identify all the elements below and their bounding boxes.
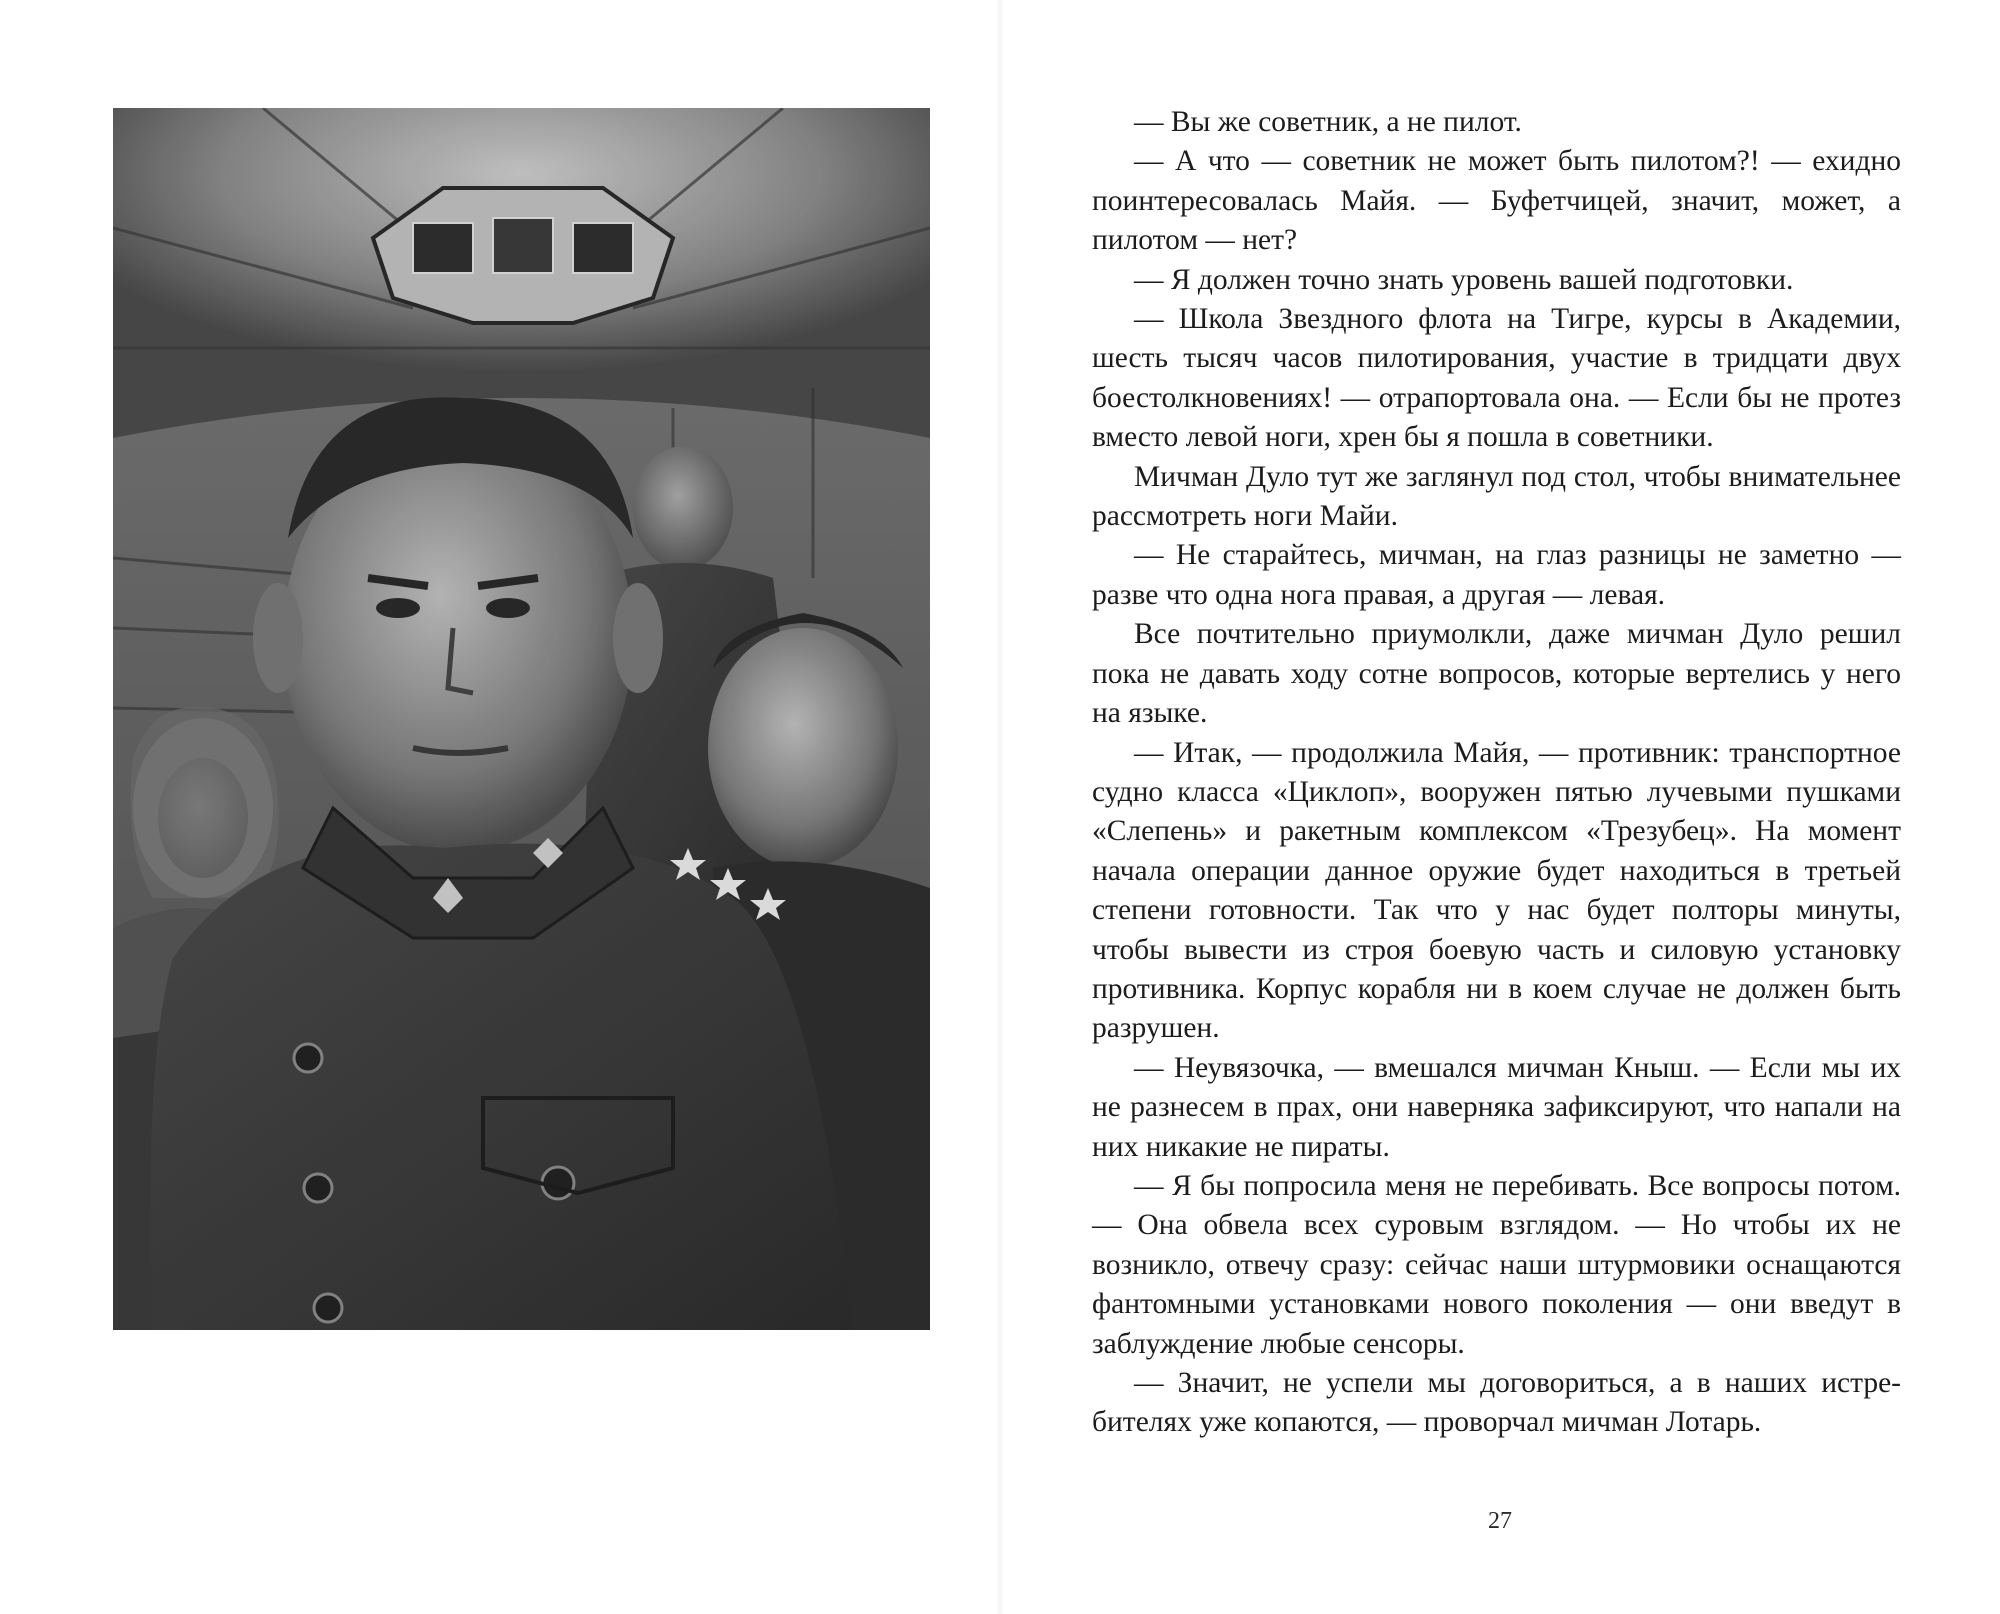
- illustration: [113, 108, 930, 1330]
- paragraph: — Неувязочка, — вмешался мичман Кныш. — Если мы их не разнесем в прах, они наверняка зафиксируют, что напали на них никакие не пираты.: [1092, 1051, 1901, 1163]
- paragraph: — Я должен точно знать уровень вашей подготовки.: [1134, 263, 1794, 296]
- paragraph: — Итак, — продолжила Майя, — противник: транспортное судно класса «Циклоп», вооружен пятью лучевыми пушками «Слепень» и ракетным комплексом «Трезубец». На момент начала операции данное оружие будет находиться в третьей степени готовности. Так что у нас будет полторы минуты, чтобы вывести из строя боевую часть и силовую установку противника. Корпус корабля ни в коем случае не должен быть разрушен.: [1092, 736, 1901, 1045]
- paragraph: — Вы же советник, а не пилот.: [1134, 106, 1522, 138]
- text-column: [1092, 103, 1901, 1443]
- paragraph: — Не старайтесь, мичман, на глаз разницы не заметно — разве что одна нога правая, а другая — левая.: [1092, 539, 1901, 611]
- paragraph: — А что — советник не может быть пилотом?! — ехидно поинтересовалась Майя. — Буфетчицей, значит, может, а пилотом — нет?: [1092, 145, 1901, 257]
- paragraph: — Я бы попросила меня не перебивать. Все вопросы потом. — Она обвела всех суровым взглядом. — Но чтобы их не возникло, отвечу сразу: сейчас наши штурмовики оснащаются фантомными установками нового поколения — они введут в заблуждение любые сенсоры.: [1092, 1169, 1901, 1360]
- right-page: [1000, 0, 2000, 1614]
- paragraph: Мичман Дуло тут же заглянул под стол, чтобы внимательнее рассмотреть ноги Майи.: [1092, 460, 1901, 533]
- scifi-crew-illustration: [113, 108, 930, 1330]
- paragraph: Все почтительно приумолкли, даже мичман Дуло решил пока не давать ходу сотне вопросов, которые вертелись у него на языке.: [1092, 618, 1901, 730]
- paragraph: — Школа Звездного флота на Тигре, курсы в Академии, шесть тысяч часов пилотирования, участие в тридцати двух боестолкновениях! — отрапортовала она. — Если бы не протез вместо левой ноги, хрен бы я пошла в советники.: [1092, 303, 1901, 454]
- page-number: 27: [1488, 1508, 1512, 1534]
- paragraph: — Значит, не успели мы договориться, а в наших истребителях уже копаются, — проворчал мичман Лотарь.: [1092, 1367, 1901, 1439]
